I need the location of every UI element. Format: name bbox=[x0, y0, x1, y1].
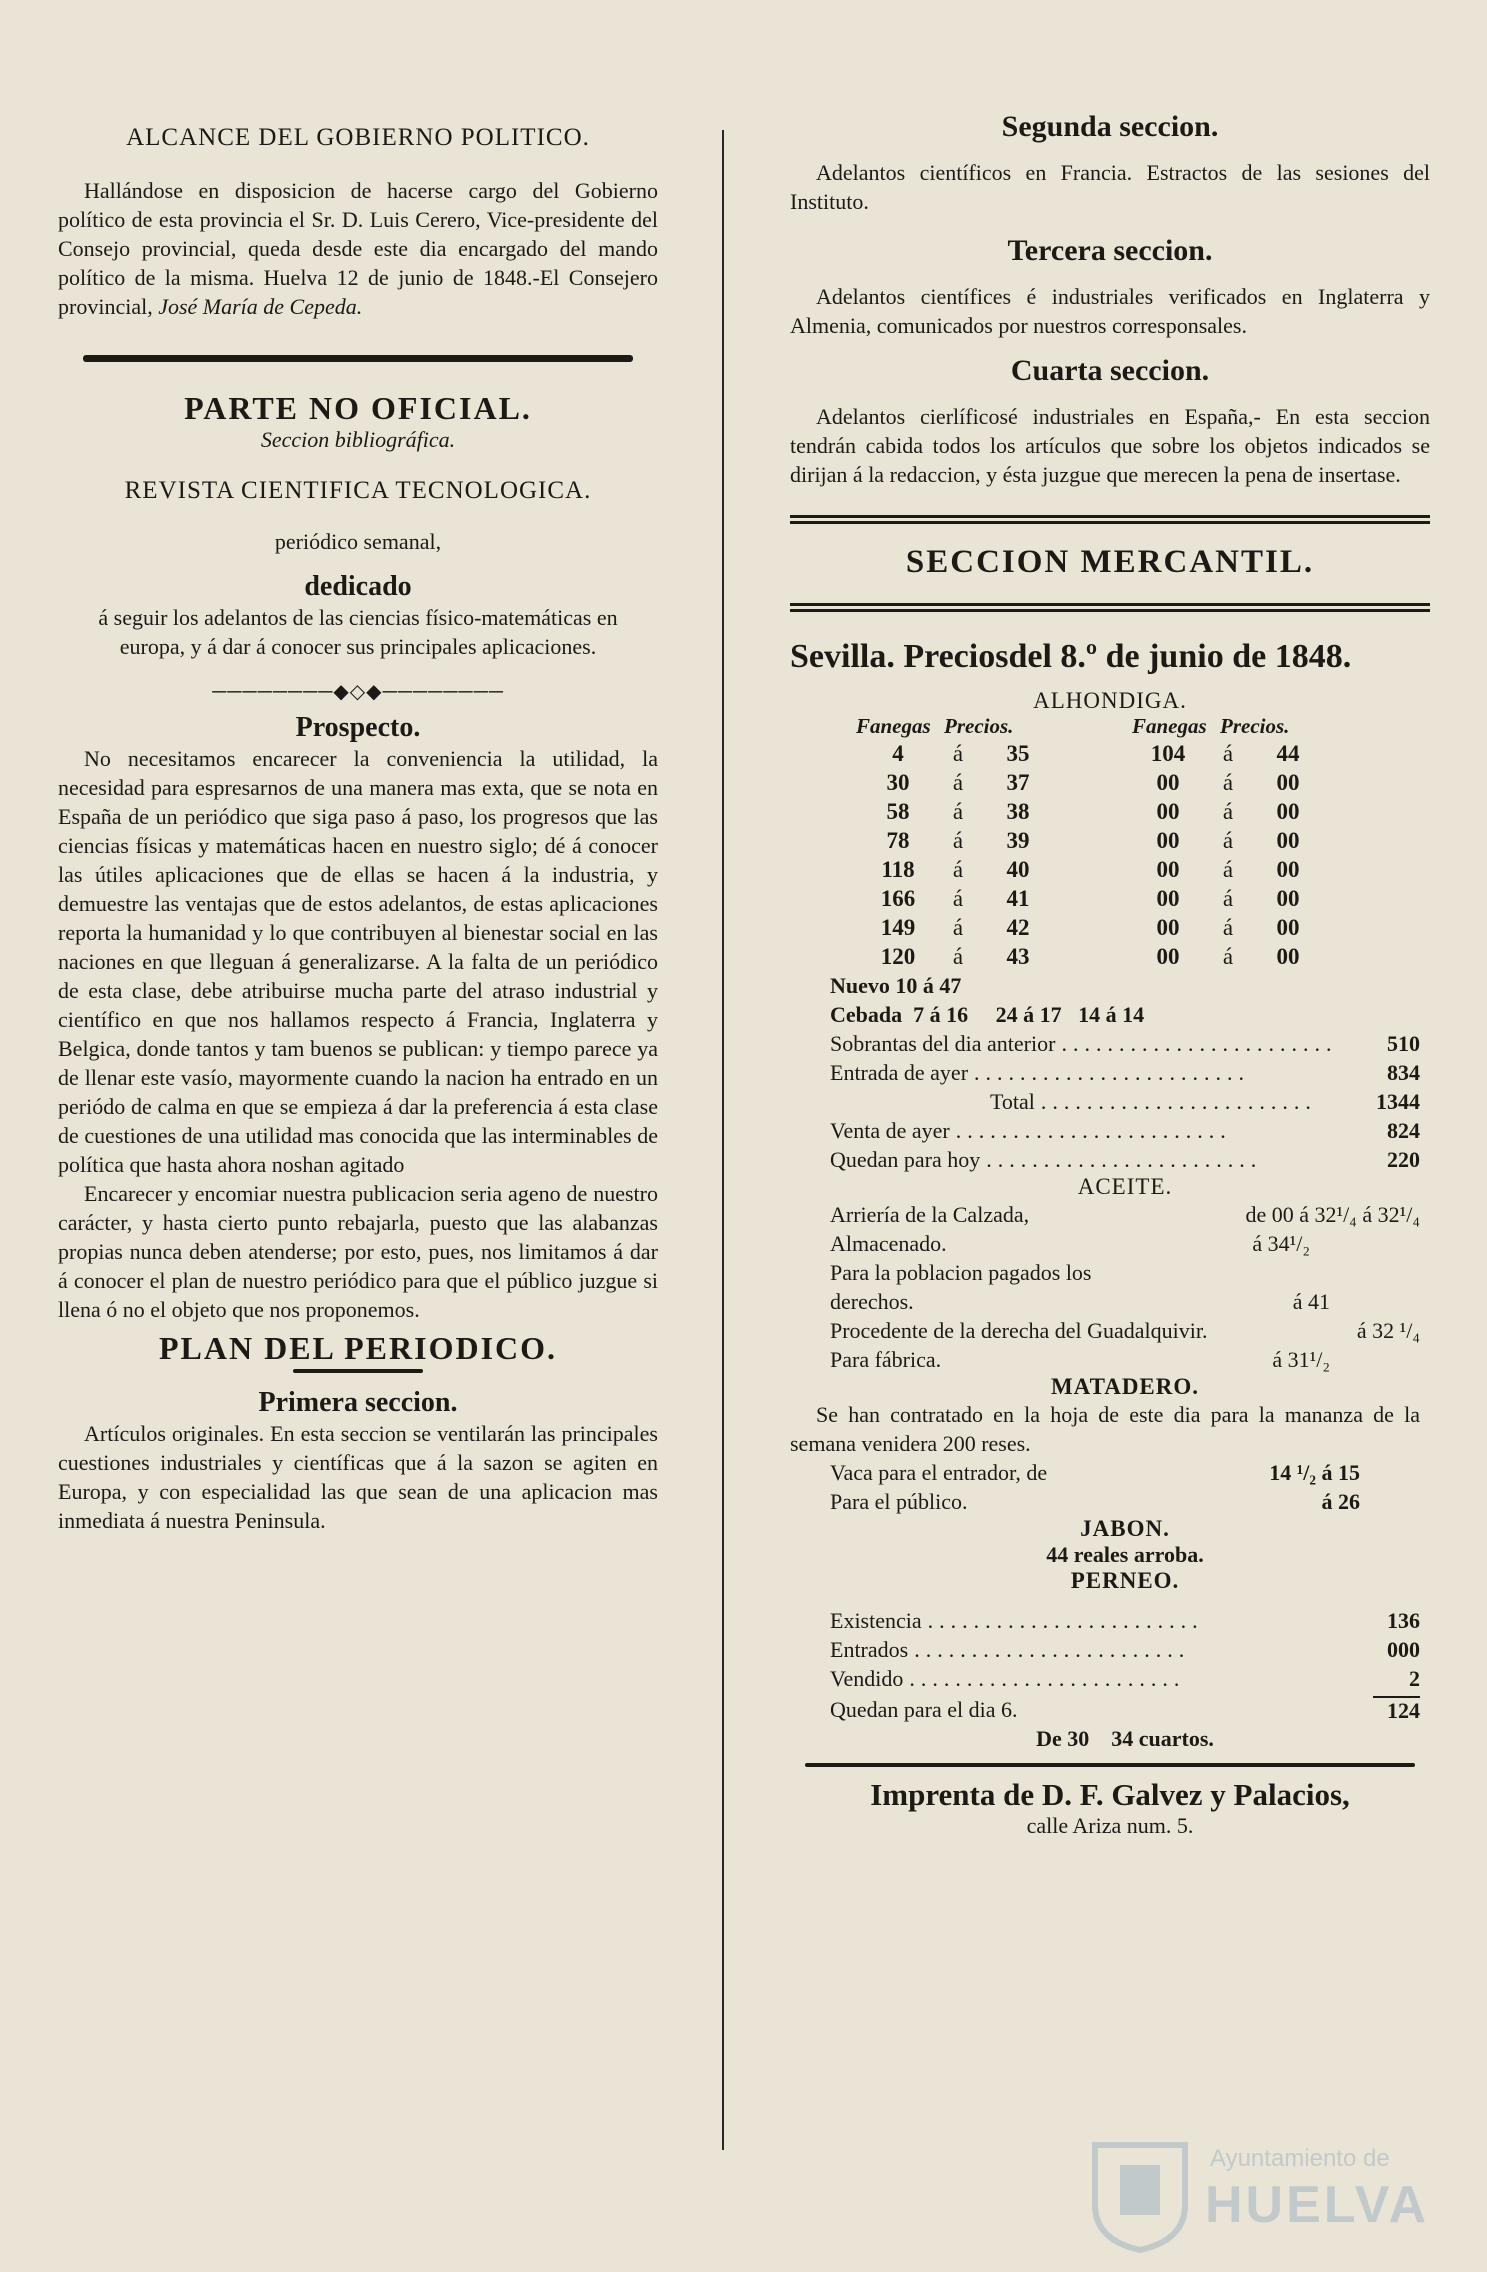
a-separator: á bbox=[1222, 885, 1234, 911]
precio-value: 00 bbox=[1276, 798, 1300, 824]
fanegas-value: 00 bbox=[1156, 856, 1180, 882]
almacenado-row: Almacenado. á 34¹/₂ bbox=[830, 1230, 1310, 1256]
cuarta-seccion-text: Adelantos cierlíficosé industriales en España,- En esta seccion tendrán cabida todos los artículos que sobre los objetos indicados se dirijan á la redaccion, y ésta juzgue que merecen la pena de insertase. bbox=[790, 404, 1430, 487]
col-precios-right: Precios. bbox=[1220, 714, 1290, 738]
matadero-heading: MATADERO. bbox=[1050, 1374, 1200, 1399]
plan-title: PLAN DEL PERIODICO. bbox=[158, 1330, 558, 1366]
precio-value: 00 bbox=[1276, 856, 1300, 882]
precio-value: 40 bbox=[1006, 856, 1030, 882]
precio-value: 00 bbox=[1276, 885, 1300, 911]
fanegas-value: 00 bbox=[1156, 914, 1180, 940]
mercantil-top-rule bbox=[790, 515, 1430, 524]
fanegas-value: 58 bbox=[886, 798, 910, 824]
poblacion-row: Para la poblacion pagados los bbox=[830, 1259, 1092, 1285]
entrados-row: Entrados ........................ 000 bbox=[830, 1636, 1420, 1662]
left-price-row bbox=[868, 855, 1138, 884]
price-table-header bbox=[790, 714, 1430, 739]
alhondiga-heading: ALHONDIGA. bbox=[1033, 688, 1187, 713]
periodico-semanal: periódico semanal, bbox=[274, 529, 442, 554]
vaca-row: Vaca para el entrador, de 14 ¹/₂ á 15 bbox=[830, 1459, 1360, 1485]
fanegas-value: 118 bbox=[881, 856, 915, 882]
perneo-heading: PERNEO. bbox=[1070, 1568, 1180, 1593]
fanegas-value: 00 bbox=[1156, 943, 1180, 969]
prospecto-paragraph-1: No necesitamos encarecer la conveniencia la utilidad, la necesidad para espresarnos de una manera mas exta, que se nota en España de un periódico que siga paso á paso, los progresos que las ciencias físicas y matemáticas hacen en nuestro siglo; dé á conocer las útiles aplicaciones que de ellas se hacen á la industria, y demuestre las ventajas que de estos adelantos, de estas aplicaciones reporta la humanidad y lo que contribuyen al bienestar social en las naciones en que lleguan á generalizarse. A la falta de un periódico de esta clase, debe atribuirse mucha parte del atraso industrial y científico en que nos hallamos respecto á Francia, Inglaterra y Belgica, donde tantos y tam buenos se publican: y tiempo parece ya de llenar este vasío, mayormente cuando la nacion ha entrado en un periódo de calma en que se empieza á dar la preferencia á esta clase de cuestiones de una utilidad mas conocida que las interminables de política que hasta ahora noshan agitado bbox=[58, 746, 658, 1177]
alcance-text: Hallándose en disposicion de hacerse cargo del Gobierno político de esta provincia el Sr. D. Luis Cerero, Vice-presidente del Consejo provincial, queda desde este dia encargado del mando político de la misma. Huelva 12 de junio de 1848.-El Consejero provincial, José María de Cepeda. bbox=[58, 178, 658, 319]
precio-value: 43 bbox=[1006, 943, 1030, 969]
a-separator: á bbox=[952, 856, 964, 882]
right-price-row bbox=[1138, 768, 1318, 797]
a-separator: á bbox=[1222, 856, 1234, 882]
fanegas-value: 104 bbox=[1150, 740, 1186, 766]
venta-row: Venta de ayer ........................ 824 bbox=[830, 1117, 1420, 1143]
precio-value: 00 bbox=[1276, 827, 1300, 853]
left-price-row bbox=[868, 797, 1138, 826]
precio-value: 00 bbox=[1276, 943, 1300, 969]
a-separator: á bbox=[1222, 914, 1234, 940]
procedente-row: Procedente de la derecha del Guadalquivir. á 32 ¹/₄ bbox=[830, 1317, 1420, 1343]
watermark-big-text: HUELVA bbox=[1205, 2176, 1430, 2234]
arrieria-row: Arriería de la Calzada, de 00 á 32¹/₄ á 32¹/₄ bbox=[830, 1201, 1420, 1227]
col-fanegas-right: Fanegas bbox=[1132, 714, 1207, 738]
a-separator: á bbox=[952, 914, 964, 940]
fanegas-value: 120 bbox=[880, 943, 916, 969]
fanegas-value: 00 bbox=[1156, 827, 1180, 853]
prospecto-heading: Prospecto. bbox=[295, 712, 421, 743]
segunda-seccion-heading: Segunda seccion. bbox=[1001, 110, 1219, 143]
imprenta-rule bbox=[805, 1763, 1415, 1767]
revista-title: REVISTA CIENTIFICA TECNOLOGICA. bbox=[124, 477, 592, 504]
left-price-row bbox=[868, 739, 1138, 768]
right-column bbox=[790, 110, 1430, 1839]
prices-right-column bbox=[1138, 739, 1318, 971]
price-grid bbox=[790, 739, 1430, 971]
left-price-row bbox=[868, 913, 1138, 942]
a-separator: á bbox=[952, 885, 964, 911]
a-separator: á bbox=[952, 943, 964, 969]
right-price-row bbox=[1138, 855, 1318, 884]
archive-watermark bbox=[1085, 2135, 1430, 2255]
cuarta-seccion-heading: Cuarta seccion. bbox=[1010, 354, 1210, 387]
segunda-seccion-text: Adelantos científicos en Francia. Estractos de las sesiones del Instituto. bbox=[790, 160, 1430, 214]
seccion-bibliografica: Seccion bibliográfica. bbox=[260, 427, 456, 452]
col-fanegas-left: Fanegas bbox=[856, 714, 931, 738]
vendido-row: Vendido ........................ 2 bbox=[830, 1665, 1420, 1691]
fanegas-value: 00 bbox=[1156, 798, 1180, 824]
right-price-row bbox=[1138, 913, 1318, 942]
a-separator: á bbox=[1222, 798, 1234, 824]
calle-line: calle Ariza num. 5. bbox=[1026, 1813, 1194, 1838]
tercera-seccion-text: Adelantos científices é industriales verificados en Inglaterra y Almenia, comunicados por nuestros corresponsales. bbox=[790, 284, 1430, 338]
a-separator: á bbox=[952, 740, 964, 766]
existencia-row: Existencia ........................ 136 bbox=[830, 1607, 1420, 1633]
fanegas-value: 00 bbox=[1156, 885, 1180, 911]
watermark-small-text: Ayuntamiento de bbox=[1210, 2145, 1390, 2172]
a-separator: á bbox=[1222, 740, 1234, 766]
dedicado-text: á seguir los adelantos de las ciencias físico-matemáticas en europa, y á dar á conocer sus principales aplicaciones. bbox=[98, 605, 618, 659]
fanegas-value: 78 bbox=[886, 827, 910, 853]
alcance-title: ALCANCE DEL GOBIERNO POLITICO. bbox=[126, 124, 590, 151]
jabon-heading: JABON. bbox=[1080, 1516, 1170, 1541]
primera-seccion-text: Artículos originales. En esta seccion se ventilarán las principales cuestiones industriales y científicas que á la sazon se agiten en Europa, y con especialidad las que sean de una aplicacion mas inmediata á nuestra Peninsula. bbox=[58, 1421, 658, 1533]
precio-value: 35 bbox=[1006, 740, 1030, 766]
tercera-seccion-heading: Tercera seccion. bbox=[1007, 234, 1213, 267]
precio-value: 00 bbox=[1276, 769, 1300, 795]
a-separator: á bbox=[1222, 769, 1234, 795]
left-column bbox=[58, 110, 658, 1535]
left-price-row bbox=[868, 768, 1138, 797]
fanegas-value: 149 bbox=[880, 914, 916, 940]
quedan6-row: Quedan para el dia 6. 124 bbox=[830, 1696, 1420, 1723]
prospecto-paragraph-2: Encarecer y encomiar nuestra publicacion seria ageno de nuestro carácter, y hasta cierto punto rebajarla, puesto que las alabanzas propias nunca deben atenderse; por esto, pues, nos limitamos á dar á conocer el plan de nuestro periódico para que el público juzgue si llena ó no el objeto que nos proponemos. bbox=[58, 1181, 658, 1322]
a-separator: á bbox=[1222, 943, 1234, 969]
a-separator: á bbox=[952, 827, 964, 853]
nuevo-row: Nuevo 10 á 47 bbox=[830, 972, 962, 998]
sobrantes-row: Sobrantas del dia anterior ........................ 510 bbox=[830, 1030, 1420, 1056]
a-separator: á bbox=[952, 798, 964, 824]
left-price-row bbox=[868, 826, 1138, 855]
fanegas-value: 4 bbox=[892, 740, 904, 766]
mercantil-bottom-rule bbox=[790, 603, 1430, 612]
mercantil-title: SECCION MERCANTIL. bbox=[905, 544, 1315, 580]
publico-row: Para el público. á 26 bbox=[830, 1488, 1360, 1514]
ornament-divider: ────────◆◇◆──────── bbox=[212, 681, 504, 703]
imprenta-line: Imprenta de D. F. Galvez y Palacios, bbox=[870, 1777, 1350, 1812]
a-separator: á bbox=[952, 769, 964, 795]
fabrica-row: Para fábrica. á 31¹/₂ bbox=[830, 1346, 1330, 1372]
parte-title: PARTE NO OFICIAL. bbox=[184, 390, 532, 426]
derechos-row: derechos. á 41 bbox=[830, 1288, 1330, 1314]
col-precios-left: Precios. bbox=[944, 714, 1014, 738]
jabon-text: 44 reales arroba. bbox=[1046, 1542, 1204, 1567]
dedicado-heading: dedicado bbox=[304, 571, 412, 602]
cebada-row: Cebada 7 á 16 24 á 17 14 á 14 bbox=[830, 1001, 1145, 1027]
plan-rule bbox=[293, 1369, 423, 1373]
de30-row: De 30 34 cuartos. bbox=[1036, 1725, 1214, 1751]
right-price-row bbox=[1138, 884, 1318, 913]
matadero-text: Se han contratado en la hoja de este dia para la mananza de la semana venidera 200 reses. bbox=[790, 1402, 1420, 1456]
prices-left-column bbox=[868, 739, 1138, 971]
fanegas-value: 166 bbox=[880, 885, 916, 911]
left-price-row bbox=[868, 884, 1138, 913]
precio-value: 00 bbox=[1276, 914, 1300, 940]
precios-title: Sevilla. Preciosdel 8.º de junio de 1848. bbox=[790, 638, 1352, 675]
fanegas-value: 30 bbox=[886, 769, 910, 795]
right-price-row bbox=[1138, 739, 1318, 768]
fanegas-value: 00 bbox=[1156, 769, 1180, 795]
shield-icon bbox=[1085, 2135, 1195, 2255]
column-divider bbox=[722, 130, 724, 2150]
precio-value: 39 bbox=[1006, 827, 1030, 853]
precio-value: 42 bbox=[1006, 914, 1030, 940]
precio-value: 44 bbox=[1276, 740, 1300, 766]
entrada-row: Entrada de ayer ........................ 834 bbox=[830, 1059, 1420, 1085]
precio-value: 38 bbox=[1006, 798, 1030, 824]
quedan-row: Quedan para hoy ........................ 220 bbox=[830, 1146, 1420, 1172]
precio-value: 41 bbox=[1006, 885, 1030, 911]
section-rule bbox=[83, 355, 633, 362]
right-price-row bbox=[1138, 942, 1318, 971]
right-price-row bbox=[1138, 826, 1318, 855]
total-row: Total ........................ 1344 bbox=[990, 1088, 1420, 1114]
precio-value: 37 bbox=[1006, 769, 1030, 795]
right-price-row bbox=[1138, 797, 1318, 826]
a-separator: á bbox=[1222, 827, 1234, 853]
left-price-row bbox=[868, 942, 1138, 971]
primera-seccion-heading: Primera seccion. bbox=[258, 1387, 458, 1418]
alcance-signature: José María de Cepeda. bbox=[158, 294, 363, 319]
grain-summary bbox=[790, 971, 1430, 1753]
aceite-heading: ACEITE. bbox=[1077, 1174, 1173, 1199]
